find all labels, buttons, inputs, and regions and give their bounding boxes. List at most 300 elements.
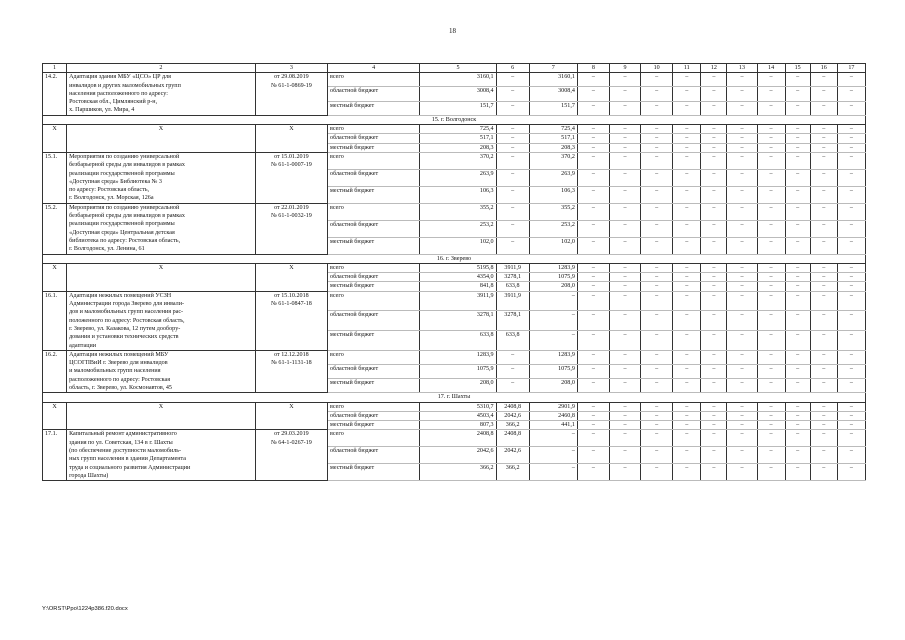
amount-col7: 253,2 — [529, 220, 577, 237]
document-line: от 12.12.2018 — [274, 351, 309, 358]
amount-cell: – — [610, 203, 641, 220]
funding-source: местный бюджет — [328, 237, 420, 254]
item-number: 16.2. — [43, 350, 67, 392]
document-line: № 64-1-0267-19 — [270, 439, 312, 446]
amount-cell: – — [701, 273, 727, 282]
amount-col7: – — [529, 311, 577, 331]
amount-cell: – — [757, 291, 785, 311]
amount-cell: – — [673, 464, 701, 481]
amount-cell: – — [673, 411, 701, 420]
amount-cell: – — [837, 282, 865, 291]
amount-cell: – — [785, 203, 810, 220]
amount-cell: – — [727, 331, 757, 351]
amount-cell: – — [837, 311, 865, 331]
amount-col7: 725,4 — [529, 125, 577, 134]
description-line: дов и маломобильных групп населения рас- — [69, 309, 184, 316]
amount-cell: – — [837, 379, 865, 393]
amount-cell: – — [757, 331, 785, 351]
amount-cell: – — [673, 430, 701, 447]
amount-cell: – — [785, 237, 810, 254]
amount-col7: 263,9 — [529, 169, 577, 186]
amount-cell: – — [610, 186, 641, 203]
amount-cell: – — [757, 273, 785, 282]
amount-cell: – — [837, 291, 865, 311]
amount-col7: – — [529, 464, 577, 481]
amount-cell: – — [577, 311, 609, 331]
amount-cell: – — [810, 379, 837, 393]
amount-cell: – — [727, 152, 757, 169]
amount-cell: – — [757, 447, 785, 464]
amount-cell: – — [727, 311, 757, 331]
amount-cell: – — [701, 402, 727, 411]
table-row — [43, 73, 866, 87]
column-number-cell: 11 — [673, 64, 701, 73]
amount-cell: – — [837, 73, 865, 87]
item-document — [255, 73, 327, 115]
amount-col7: 517,1 — [529, 134, 577, 143]
column-number-cell: 16 — [810, 64, 837, 73]
amount-cell: – — [785, 134, 810, 143]
amount-total: 841,8 — [420, 282, 496, 291]
amount-cell: – — [673, 331, 701, 351]
amount-col6: – — [496, 143, 529, 152]
amount-cell: – — [701, 73, 727, 87]
amount-cell: – — [673, 379, 701, 393]
funding-source: всего — [328, 350, 420, 364]
amount-cell: – — [837, 364, 865, 378]
description-line: положенного по адресу: Ростовская область, — [69, 317, 185, 324]
amount-cell: – — [785, 125, 810, 134]
amount-total: 208,0 — [420, 379, 496, 393]
amount-cell: – — [610, 311, 641, 331]
amount-cell: – — [727, 125, 757, 134]
amount-cell: – — [810, 73, 837, 87]
amount-cell: – — [757, 364, 785, 378]
amount-cell: – — [727, 282, 757, 291]
amount-cell: – — [641, 203, 673, 220]
amount-cell: – — [757, 237, 785, 254]
amount-cell: – — [810, 350, 837, 364]
amount-col6: 3911,9 — [496, 291, 529, 311]
amount-cell: – — [577, 273, 609, 282]
amount-cell: – — [673, 143, 701, 152]
amount-cell: – — [610, 421, 641, 430]
amount-col6: – — [496, 101, 529, 115]
amount-cell: – — [641, 169, 673, 186]
amount-col7: 3160,1 — [529, 73, 577, 87]
item-document — [255, 125, 327, 153]
amount-total: 151,7 — [420, 101, 496, 115]
amount-total: 208,3 — [420, 143, 496, 152]
amount-cell: – — [701, 169, 727, 186]
amount-col7: 355,2 — [529, 203, 577, 220]
amount-col7: 208,0 — [529, 379, 577, 393]
amount-cell: – — [673, 263, 701, 272]
amount-cell: – — [810, 331, 837, 351]
description-line: г. Волгодонск, ул. Ленина, 61 — [69, 246, 145, 253]
item-document — [255, 350, 327, 392]
amount-col6: 2408,8 — [496, 430, 529, 447]
description-line: Адаптация нежилых помещений УСЗН — [69, 292, 172, 299]
amount-cell: – — [810, 402, 837, 411]
amount-total: 3008,4 — [420, 87, 496, 101]
amount-cell: – — [727, 73, 757, 87]
amount-col7: 3008,4 — [529, 87, 577, 101]
item-number: 17.1. — [43, 430, 67, 481]
amount-cell: – — [641, 143, 673, 152]
item-number: 15.2. — [43, 203, 67, 254]
amount-cell: – — [757, 263, 785, 272]
amount-total: 725,4 — [420, 125, 496, 134]
description-line: ЦСОГПВиИ г. Зверево для инвалидов — [69, 360, 168, 367]
amount-cell: – — [727, 402, 757, 411]
amount-cell: – — [810, 186, 837, 203]
amount-cell: – — [610, 364, 641, 378]
amount-cell: – — [577, 402, 609, 411]
document-line: Х — [289, 264, 294, 271]
description-line: реализации государственной программы — [69, 221, 175, 228]
amount-col6: 366,2 — [496, 464, 529, 481]
amount-col7: – — [529, 291, 577, 311]
funding-source: всего — [328, 263, 420, 272]
document-line: № 61-1-0869-19 — [270, 82, 312, 89]
amount-total: 3911,9 — [420, 291, 496, 311]
item-number: Х — [43, 402, 67, 430]
amount-cell: – — [837, 152, 865, 169]
funding-source: местный бюджет — [328, 186, 420, 203]
amount-cell: – — [701, 447, 727, 464]
section-row — [43, 254, 866, 263]
amount-cell: – — [577, 421, 609, 430]
amount-cell: – — [757, 402, 785, 411]
amount-cell: – — [757, 186, 785, 203]
section-title: 15. г. Волгодонск — [43, 115, 866, 124]
amount-col7: 151,7 — [529, 101, 577, 115]
amount-cell: – — [641, 350, 673, 364]
description-line: расположенного по адресу: Ростовская — [69, 376, 171, 383]
amount-cell: – — [837, 447, 865, 464]
amount-cell: – — [757, 430, 785, 447]
amount-cell: – — [785, 331, 810, 351]
amount-cell: – — [701, 364, 727, 378]
document-line: от 22.01.2019 — [274, 204, 309, 211]
total-row — [43, 263, 866, 272]
amount-col7: 106,3 — [529, 186, 577, 203]
amount-cell: – — [837, 464, 865, 481]
description-line: ных групп населения в здании Департамента — [69, 456, 186, 463]
amount-cell: – — [610, 169, 641, 186]
amount-cell: – — [641, 125, 673, 134]
amount-cell: – — [673, 291, 701, 311]
funding-source: всего — [328, 203, 420, 220]
item-document — [255, 430, 327, 481]
table-row — [43, 350, 866, 364]
item-number: 16.1. — [43, 291, 67, 350]
amount-col7: 1283,9 — [529, 263, 577, 272]
column-number-cell: 8 — [577, 64, 609, 73]
amount-cell: – — [837, 220, 865, 237]
column-number-cell: 5 — [420, 64, 496, 73]
section-title: 16. г. Зверево — [43, 254, 866, 263]
amount-cell: – — [785, 273, 810, 282]
amount-cell: – — [810, 125, 837, 134]
amount-cell: – — [701, 125, 727, 134]
description-line: населения расположенного по адресу: — [69, 90, 168, 97]
amount-col6: – — [496, 169, 529, 186]
amount-cell: – — [577, 331, 609, 351]
amount-cell: – — [837, 169, 865, 186]
amount-cell: – — [785, 421, 810, 430]
amount-col6: – — [496, 350, 529, 364]
amount-col7: 208,0 — [529, 282, 577, 291]
amount-cell: – — [810, 237, 837, 254]
amount-cell: – — [701, 350, 727, 364]
amount-cell: – — [757, 152, 785, 169]
amount-cell: – — [810, 421, 837, 430]
amount-cell: – — [577, 125, 609, 134]
amount-col7: 2460,8 — [529, 411, 577, 420]
amount-col7: 1075,9 — [529, 364, 577, 378]
amount-cell: – — [810, 143, 837, 152]
amount-total: 2408,8 — [420, 430, 496, 447]
description-line: Капитальный ремонт административного — [69, 431, 177, 438]
description-line: х. Паршиков, ул. Мира, 4 — [69, 107, 135, 114]
amount-cell: – — [727, 464, 757, 481]
amount-cell: – — [727, 447, 757, 464]
funding-source: всего — [328, 73, 420, 87]
amount-cell: – — [810, 169, 837, 186]
amount-cell: – — [757, 125, 785, 134]
funding-source: местный бюджет — [328, 143, 420, 152]
amount-col7: 1075,9 — [529, 273, 577, 282]
document-line: Х — [289, 403, 294, 410]
description-line: Мероприятия по созданию универсальной — [69, 153, 180, 160]
amount-total: 3278,1 — [420, 311, 496, 331]
description-line: города Шахты) — [69, 472, 109, 479]
amount-col6: 2042,6 — [496, 447, 529, 464]
funding-source: областной бюджет — [328, 134, 420, 143]
amount-cell: – — [837, 203, 865, 220]
amount-total: 263,9 — [420, 169, 496, 186]
amount-cell: – — [641, 430, 673, 447]
amount-cell: – — [673, 169, 701, 186]
amount-cell: – — [673, 237, 701, 254]
funding-source: местный бюджет — [328, 282, 420, 291]
amount-cell: – — [641, 411, 673, 420]
amount-cell: – — [610, 134, 641, 143]
amount-cell: – — [577, 430, 609, 447]
amount-cell: – — [701, 87, 727, 101]
amount-cell: – — [837, 411, 865, 420]
item-description — [67, 125, 256, 153]
amount-cell: – — [577, 464, 609, 481]
amount-cell: – — [810, 152, 837, 169]
description-line: дования и установки технических средств — [69, 334, 179, 341]
amount-cell: – — [577, 152, 609, 169]
amount-cell: – — [641, 73, 673, 87]
item-document — [255, 402, 327, 430]
amount-cell: – — [673, 152, 701, 169]
amount-cell: – — [701, 331, 727, 351]
amount-cell: – — [837, 134, 865, 143]
description-line: (по обеспечение доступности маломобиль- — [69, 448, 182, 455]
description-line: г. Волгодонск, ул. Морская, 126а — [69, 195, 154, 202]
amount-col7: – — [529, 447, 577, 464]
amount-cell: – — [757, 379, 785, 393]
item-description — [67, 263, 256, 291]
amount-cell: – — [701, 134, 727, 143]
amount-cell: – — [610, 87, 641, 101]
amount-cell: – — [837, 273, 865, 282]
amount-cell: – — [610, 237, 641, 254]
amount-cell: – — [701, 379, 727, 393]
amount-col6: – — [496, 87, 529, 101]
amount-cell: – — [810, 291, 837, 311]
amount-cell: – — [810, 220, 837, 237]
funding-source: областной бюджет — [328, 87, 420, 101]
amount-cell: – — [810, 273, 837, 282]
document-line: № 61-1-0007-19 — [270, 162, 312, 169]
funding-source: областной бюджет — [328, 411, 420, 420]
amount-total: 2042,6 — [420, 447, 496, 464]
amount-cell: – — [727, 186, 757, 203]
amount-col7: 441,1 — [529, 421, 577, 430]
amount-cell: – — [577, 101, 609, 115]
amount-total: 355,2 — [420, 203, 496, 220]
document-line: № 61-1-1131-18 — [271, 360, 312, 367]
amount-cell: – — [673, 73, 701, 87]
amount-cell: – — [837, 186, 865, 203]
document-line: Х — [289, 126, 294, 133]
description-line: Адаптация нежилых помещений МБУ — [69, 351, 169, 358]
amount-cell: – — [673, 220, 701, 237]
column-number-cell: 12 — [701, 64, 727, 73]
amount-cell: – — [727, 87, 757, 101]
amount-col6: 633,8 — [496, 282, 529, 291]
amount-cell: – — [727, 430, 757, 447]
amount-cell: – — [810, 203, 837, 220]
item-description — [67, 152, 256, 203]
file-path-footer: Y:\ORST\Ppo\1224p386.f20.docx — [42, 606, 128, 612]
amount-col7: 208,3 — [529, 143, 577, 152]
amount-cell: – — [785, 350, 810, 364]
amount-cell: – — [610, 331, 641, 351]
amount-cell: – — [641, 134, 673, 143]
table-body — [43, 64, 866, 481]
amount-cell: – — [610, 73, 641, 87]
amount-cell: – — [785, 430, 810, 447]
amount-cell: – — [610, 143, 641, 152]
document-line: от 15.10.2018 — [274, 292, 309, 299]
column-number-cell: 15 — [785, 64, 810, 73]
amount-cell: – — [610, 263, 641, 272]
description-line: здания по ул. Советская, 134 в г. Шахты — [69, 439, 173, 446]
amount-col6: – — [496, 73, 529, 87]
amount-cell: – — [837, 402, 865, 411]
funding-source: всего — [328, 430, 420, 447]
description-line: г. Зверево, ул. Казакова, 12 путем дооборy- — [69, 325, 181, 332]
amount-cell: – — [577, 379, 609, 393]
amount-col6: 2042,6 — [496, 411, 529, 420]
amount-cell: – — [577, 291, 609, 311]
table-row — [43, 430, 866, 447]
amount-cell: – — [577, 282, 609, 291]
amount-cell: – — [673, 134, 701, 143]
amount-cell: – — [577, 364, 609, 378]
amount-cell: – — [727, 379, 757, 393]
amount-cell: – — [727, 101, 757, 115]
amount-cell: – — [757, 464, 785, 481]
amount-cell: – — [673, 447, 701, 464]
description-line: безбарьерной среды для инвалидов в рамках — [69, 213, 185, 220]
amount-total: 1283,9 — [420, 350, 496, 364]
document-line: № 61-1-0032-19 — [270, 213, 312, 220]
amount-cell: – — [701, 430, 727, 447]
description-line: библиотека по адресу: Ростовская область, — [69, 237, 181, 244]
amount-cell: – — [727, 364, 757, 378]
column-number-cell: 1 — [43, 64, 67, 73]
description-line: инвалидов и других маломобильных групп — [69, 82, 181, 89]
amount-cell: – — [673, 311, 701, 331]
amount-cell: – — [810, 411, 837, 420]
amount-cell: – — [810, 364, 837, 378]
amount-cell: – — [577, 73, 609, 87]
amount-cell: – — [837, 101, 865, 115]
amount-cell: – — [785, 379, 810, 393]
amount-cell: – — [577, 411, 609, 420]
amount-col6: – — [496, 379, 529, 393]
column-number-cell: 4 — [328, 64, 420, 73]
item-number: 14.2. — [43, 73, 67, 115]
amount-cell: – — [641, 291, 673, 311]
amount-cell: – — [810, 263, 837, 272]
amount-cell: – — [701, 421, 727, 430]
amount-cell: – — [610, 125, 641, 134]
amount-cell: – — [701, 203, 727, 220]
section-row — [43, 115, 866, 124]
amount-cell: – — [785, 152, 810, 169]
amount-cell: – — [757, 87, 785, 101]
amount-cell: – — [727, 421, 757, 430]
amount-total: 633,8 — [420, 331, 496, 351]
item-document — [255, 263, 327, 291]
amount-cell: – — [610, 101, 641, 115]
amount-cell: – — [673, 421, 701, 430]
amount-cell: – — [785, 282, 810, 291]
amount-col6: 366,2 — [496, 421, 529, 430]
amount-cell: – — [673, 282, 701, 291]
amount-cell: – — [785, 311, 810, 331]
amount-cell: – — [837, 263, 865, 272]
amount-cell: – — [810, 430, 837, 447]
amount-cell: – — [610, 464, 641, 481]
amount-cell: – — [837, 143, 865, 152]
table-row — [43, 152, 866, 169]
description-line: Х — [158, 403, 164, 410]
amount-cell: – — [837, 331, 865, 351]
amount-cell: – — [837, 350, 865, 364]
document-line: от 29.08.2019 — [274, 74, 309, 81]
amount-cell: – — [757, 282, 785, 291]
amount-cell: – — [673, 364, 701, 378]
column-number-cell: 2 — [67, 64, 256, 73]
description-line: Мероприятия по созданию универсальной — [69, 204, 180, 211]
amount-cell: – — [673, 101, 701, 115]
amount-cell: – — [641, 186, 673, 203]
funding-source: всего — [328, 152, 420, 169]
amount-cell: – — [641, 152, 673, 169]
description-line: Администрации города Зверево для инвали- — [69, 301, 184, 308]
